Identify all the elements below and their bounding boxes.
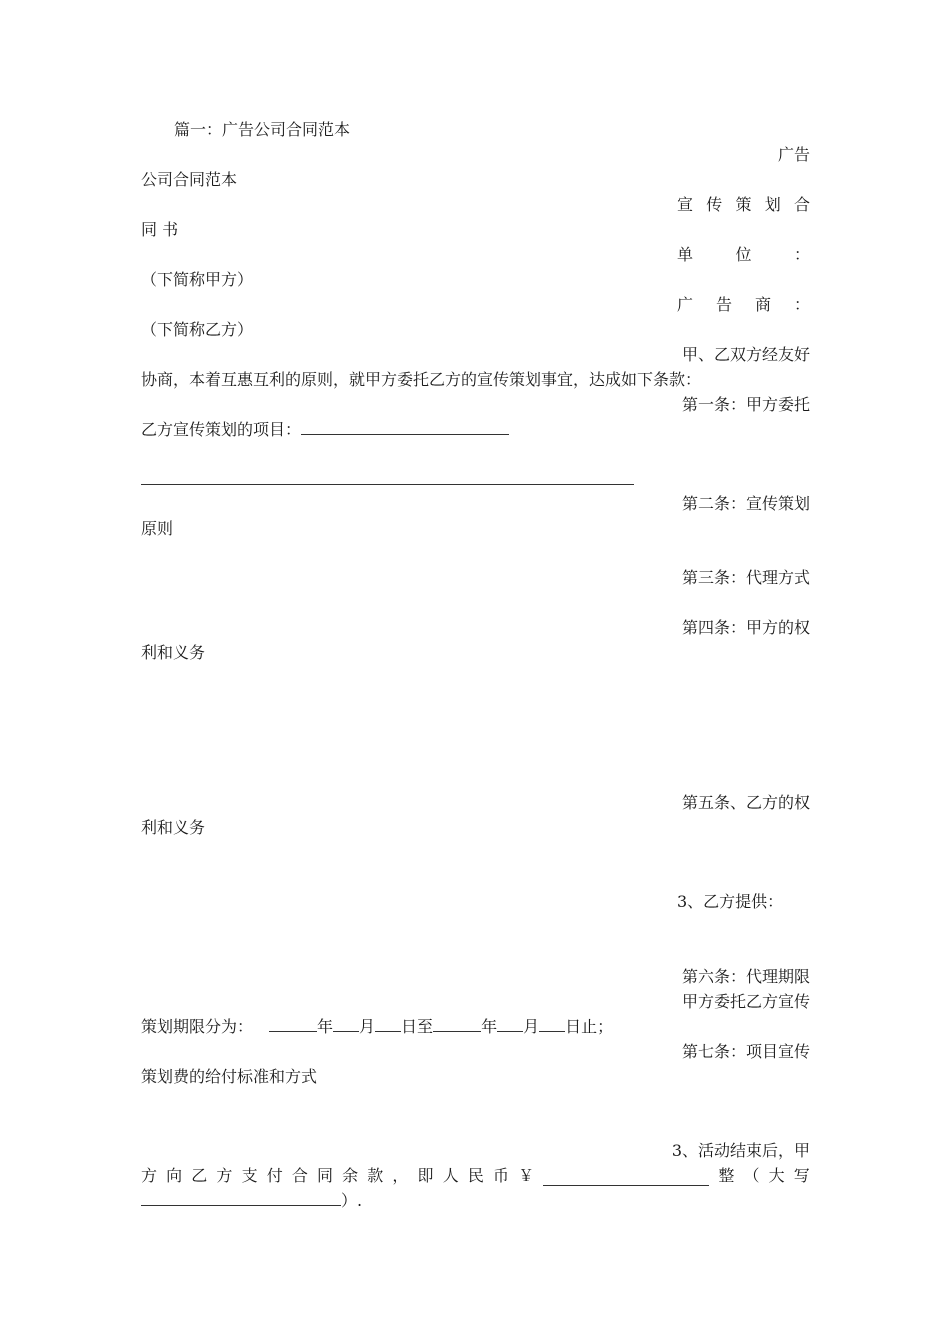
article-6: 第六条：代理期限: [681, 967, 810, 986]
blank-day-2: [539, 1017, 565, 1032]
blank-line-full: [141, 484, 634, 485]
document-heading: 篇一：广告公司合同范本: [174, 120, 351, 139]
text-xuanchuan: 宣 传 策 划 合: [677, 195, 810, 214]
article-4: 第四条：甲方的权: [681, 618, 810, 637]
text-tongshu: 同 书: [141, 220, 179, 239]
text-liyi-2: 利和义务: [141, 818, 206, 837]
blank-year-2: [433, 1017, 481, 1032]
blank-month-2: [497, 1017, 523, 1032]
text-supply: 3、乙方提供：: [677, 892, 784, 911]
text-amount-capital: ）.: [141, 1191, 362, 1211]
text-guanggao: 广告: [777, 145, 810, 164]
text-qixian: 策划期限分为： 年 月 日至 年 月 日止；: [141, 1017, 614, 1036]
text-yuanze: 原则: [141, 519, 174, 538]
text-xieshang: 协商，本着互惠互利的原则，就甲方委托乙方的宣传策划事宜，达成如下条款：: [141, 370, 702, 389]
text-fee: 策划费的给付标准和方式: [141, 1067, 318, 1086]
text-jiayi: 甲、乙双方经友好: [681, 345, 810, 364]
blank-line: [301, 420, 509, 435]
text-company: 公司合同范本: [141, 170, 238, 189]
blank-amount: [543, 1171, 709, 1186]
text-guanggaoshang: 广 告 商 ：: [677, 295, 810, 314]
text-liyi-1: 利和义务: [141, 643, 206, 662]
blank-month-1: [333, 1017, 359, 1032]
article-2: 第二条：宣传策划: [681, 494, 810, 513]
blank-capital-amount: [141, 1191, 341, 1206]
article-7: 第七条：项目宣传: [681, 1042, 810, 1061]
blank-year-1: [269, 1017, 317, 1032]
text-project: 乙方宣传策划的项目：: [141, 420, 509, 440]
article-1: 第一条：甲方委托: [681, 395, 810, 414]
text-yifang: （下简称乙方）: [141, 320, 254, 339]
blank-day-1: [375, 1017, 401, 1032]
article-3: 第三条：代理方式: [681, 568, 810, 587]
text-after-event: 3、活动结束后，甲: [671, 1141, 810, 1160]
text-jiafang: （下简称甲方）: [141, 270, 254, 289]
text-danwei: 单 位 ：: [677, 245, 810, 264]
text-payment: 方 向 乙 方 支 付 合 同 余 款 ， 即 人 民 币 ￥ 整 （ 大 写: [141, 1166, 810, 1185]
text-weituo: 甲方委托乙方宣传: [681, 992, 810, 1011]
article-5: 第五条、乙方的权: [681, 793, 810, 812]
